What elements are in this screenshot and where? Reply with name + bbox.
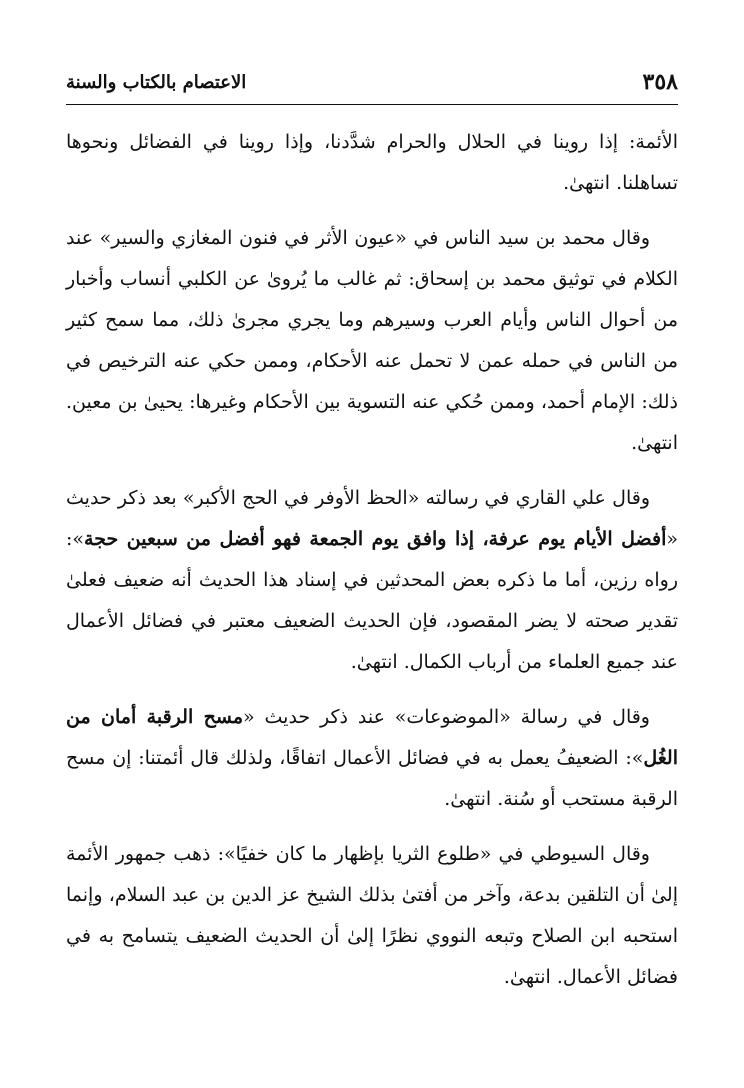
paragraph-1 [66,122,678,204]
paragraph-text: »: رواه رزين، أما ما ذكره بعض المحدثين في إسناد هذا الحديث أنه ضعيف فعلىٰ تقدير صحته لا يضر المقصود، فإن الحديث الضعيف معتبر في فضائل الأعمال عند جميع العلماء من أرباب الكمال. انتهىٰ. [66,528,678,673]
paragraph-text: الأئمة: إذا روينا في الحلال والحرام شدَّدنا، وإذا روينا في الفضائل ونحوها تساهلنا. انتهىٰ. [66,131,678,194]
paragraph-5 [66,834,678,998]
paragraph-text: وقال في رسالة «الموضوعات» عند ذكر حديث « [243,706,650,728]
paragraph-text: وقال محمد بن سيد الناس في «عيون الأثر في فنون المغازي والسير» عند الكلام في توثيق محمد بن إسحاق: ثم غالب ما يُروىٰ عن الكلبي أنساب وأخبار من أحوال الناس وأيام العرب وسيرهم وما يجري مجرىٰ ذلك، مما سمح كثير من الناس في حمله عمن لا تحمل عنه الأحكام، وممن حكي عنه الترخيص في ذلك: الإمام أحمد، وممن حُكي عنه التسوية بين الأحكام وغيرها: يحيىٰ بن معين. انتهىٰ. [66,227,678,454]
page-number: ٣٥٨ [642,69,678,95]
hadith-quote: أفضل الأيام يوم عرفة، إذا وافق يوم الجمعة فهو أفضل من سبعين حجة [84,528,667,550]
paragraph-4 [66,697,678,820]
running-title: الاعتصام بالكتاب والسنة [66,71,247,93]
hadith-quote: مسح الرقبة أمان من الغُل [66,706,678,769]
paragraph-3 [66,478,678,683]
page-body [66,122,678,1012]
paragraph-2 [66,218,678,464]
paragraph-text: وقال السيوطي في «طلوع الثريا بإظهار ما كان خفيًا»: ذهب جمهور الأئمة إلىٰ أن التلقين بدعة، وآخر من أفتىٰ بذلك الشيخ عز الدين بن عبد السلام، وإنما استحبه ابن الصلاح وتبعه النووي نظرًا إلىٰ أن الحديث الضعيف يتسامح به في فضائل الأعمال. انتهىٰ. [66,843,678,988]
paragraph-text: »: الضعيفُ يعمل به في فضائل الأعمال اتفاقًا، ولذلك قال أئمتنا: إن مسح الرقبة مستحب أو سُنة. انتهىٰ. [66,747,678,810]
paragraph-text: وقال علي القاري في رسالته «الحظ الأوفر في الحج الأكبر» بعد ذكر حديث « [66,487,678,550]
page-header [66,64,678,100]
header-rule [66,104,678,105]
